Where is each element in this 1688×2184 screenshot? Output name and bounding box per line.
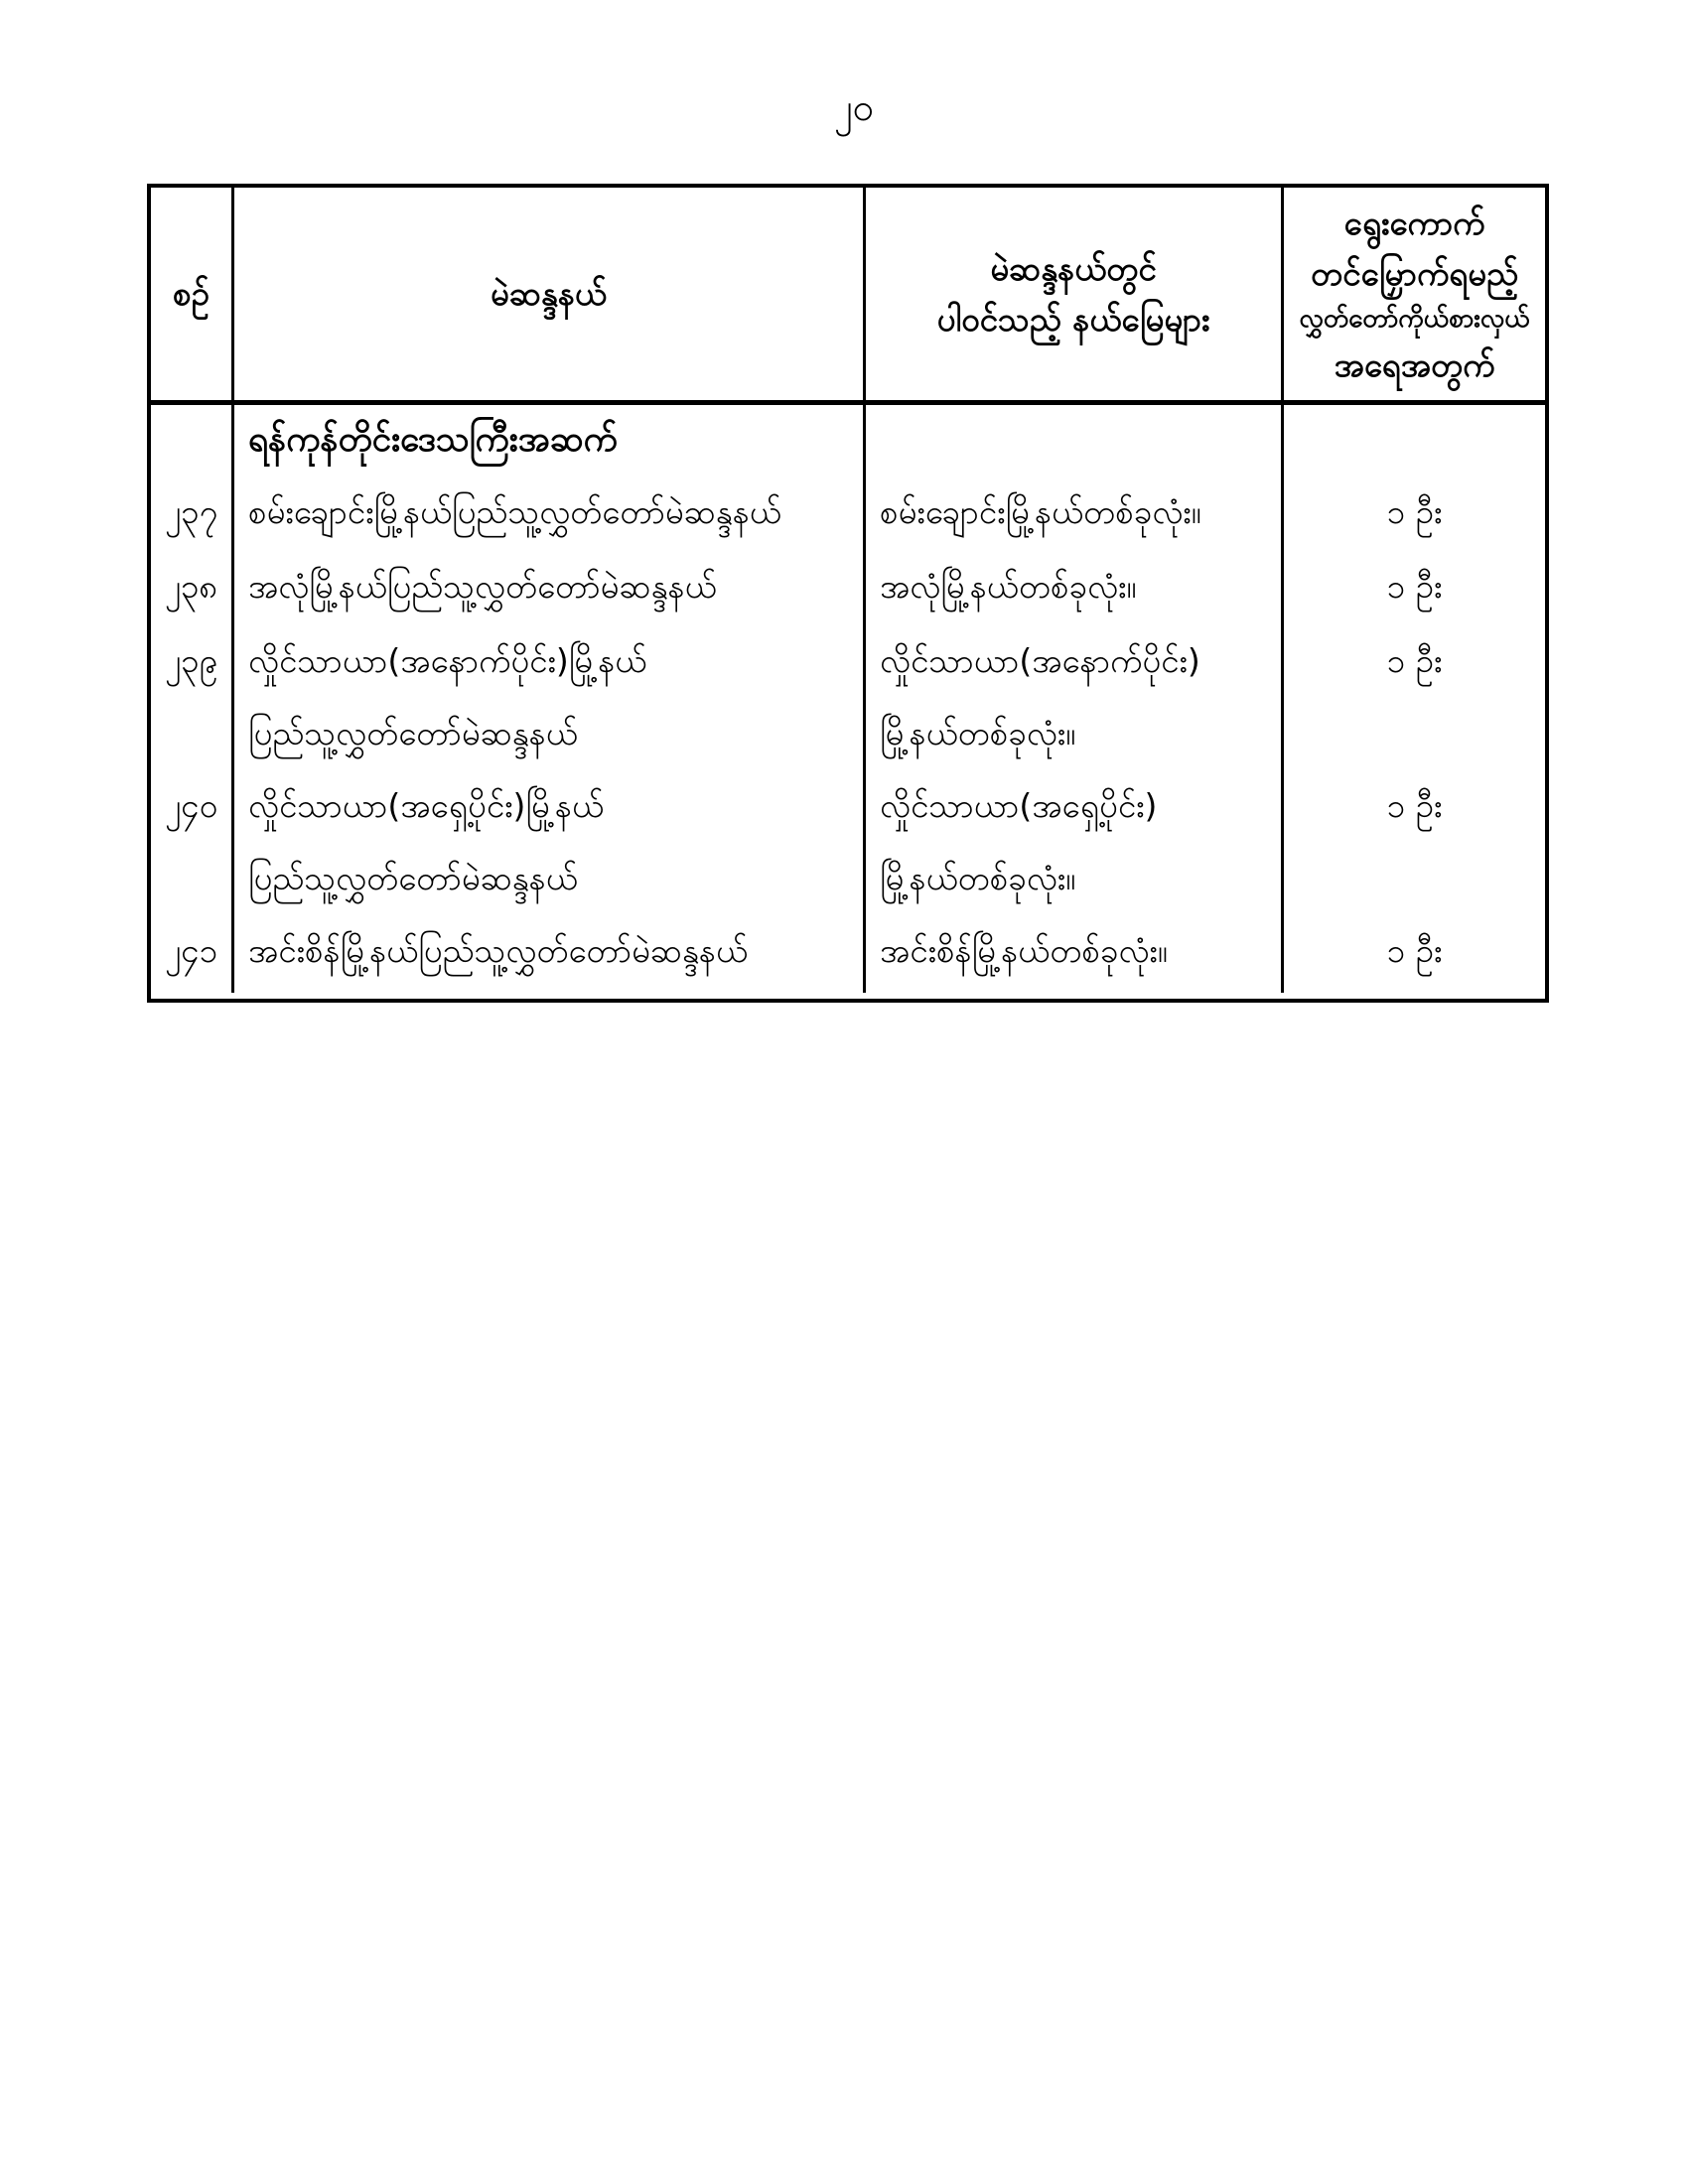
- representative-count: ၁ ဦး: [1386, 931, 1443, 970]
- areas-line1: အင်းစိန်မြို့နယ်တစ်ခုလုံး။: [880, 931, 1168, 970]
- header-representatives-line2: တင်မြှောက်ရမည့်: [1311, 254, 1518, 294]
- header-representatives-line3: လွှတ်တော်ကိုယ်စားလှယ်: [1299, 304, 1530, 335]
- constituency-line1: အလုံမြို့နယ်ပြည်သူ့လွှတ်တော်မဲဆန္ဒနယ်: [248, 567, 717, 606]
- section-header-row: [151, 405, 1545, 479]
- table-header-row: [151, 188, 1545, 405]
- header-constituency-label: မဲဆန္ဒနယ်: [491, 274, 607, 314]
- header-representatives-line4: အရေအတွက်: [1334, 344, 1495, 384]
- section-empty-number-cell: [151, 405, 234, 479]
- count-cell: [1284, 479, 1545, 554]
- representative-count: ၁ ဦး: [1386, 567, 1443, 606]
- row-number-cell: [151, 479, 234, 554]
- header-serial-number: [151, 188, 234, 400]
- table-row: [151, 554, 1545, 628]
- table-row: [151, 628, 1545, 773]
- areas-cell: [866, 554, 1284, 628]
- count-cell: [1284, 628, 1545, 773]
- section-empty-count-cell: [1284, 405, 1545, 479]
- representative-count: ၁ ဦး: [1386, 786, 1443, 825]
- section-header-title: ရန်ကုန်တိုင်းဒေသကြီးအဆက်: [248, 419, 618, 460]
- constituency-cell: [234, 628, 866, 773]
- table-rows-container: [151, 479, 1545, 993]
- count-cell: [1284, 554, 1545, 628]
- areas-line2: မြို့နယ်တစ်ခုလုံး။: [880, 714, 1076, 752]
- representative-count: ၁ ဦး: [1386, 492, 1443, 531]
- row-number: ၂၄၁: [164, 931, 218, 970]
- header-representatives-count: [1284, 188, 1545, 400]
- constituency-line2: ပြည်သူ့လွှတ်တော်မဲဆန္ဒနယ်: [248, 714, 578, 752]
- page-number: ၂၀: [833, 85, 875, 129]
- row-number: ၂၄၀: [164, 786, 218, 825]
- areas-cell: [866, 628, 1284, 773]
- representative-count: ၁ ဦး: [1386, 641, 1443, 680]
- row-number: ၂၃၈: [164, 567, 218, 606]
- areas-cell: [866, 773, 1284, 918]
- constituency-table: [147, 184, 1549, 1003]
- section-empty-areas-cell: [866, 405, 1284, 479]
- constituency-line1: လှိုင်သာယာ(အနောက်ပိုင်း)မြို့နယ်: [248, 641, 647, 680]
- constituency-cell: [234, 918, 866, 993]
- constituency-cell: [234, 554, 866, 628]
- header-included-areas: [866, 188, 1284, 400]
- row-number: ၂၃၉: [164, 641, 218, 680]
- areas-line2: မြို့နယ်တစ်ခုလုံး။: [880, 859, 1076, 897]
- row-number: ၂၃၇: [164, 492, 218, 531]
- header-included-areas-line1: မဲဆန္ဒနယ်တွင်: [990, 248, 1157, 288]
- header-serial-number-label: စဉ်: [173, 274, 210, 314]
- section-header-cell: [234, 405, 866, 479]
- count-cell: [1284, 773, 1545, 918]
- table-row: [151, 773, 1545, 918]
- areas-cell: [866, 479, 1284, 554]
- constituency-line1: အင်းစိန်မြို့နယ်ပြည်သူ့လွှတ်တော်မဲဆန္ဒနယ်: [248, 931, 748, 970]
- table-body: [151, 405, 1545, 999]
- table-row: [151, 918, 1545, 993]
- constituency-cell: [234, 773, 866, 918]
- header-constituency: [234, 188, 866, 400]
- areas-line1: လှိုင်သာယာ(အရှေ့ပိုင်း): [880, 786, 1158, 825]
- header-representatives-line1: ရွေးကောက်: [1343, 204, 1485, 243]
- constituency-line1: လှိုင်သာယာ(အရှေ့ပိုင်း)မြို့နယ်: [248, 786, 604, 825]
- areas-line1: လှိုင်သာယာ(အနောက်ပိုင်း): [880, 641, 1200, 680]
- count-cell: [1284, 918, 1545, 993]
- row-number-cell: [151, 554, 234, 628]
- constituency-cell: [234, 479, 866, 554]
- areas-line1: စမ်းချောင်းမြို့နယ်တစ်ခုလုံး။: [880, 492, 1201, 531]
- row-number-cell: [151, 918, 234, 993]
- constituency-line1: စမ်းချောင်းမြို့နယ်ပြည်သူ့လွှတ်တော်မဲဆန္ဒနယ်: [248, 492, 781, 531]
- areas-line1: အလုံမြို့နယ်တစ်ခုလုံး။: [880, 567, 1137, 606]
- row-number-cell: [151, 773, 234, 918]
- constituency-line2: ပြည်သူ့လွှတ်တော်မဲဆန္ဒနယ်: [248, 859, 578, 897]
- areas-cell: [866, 918, 1284, 993]
- row-number-cell: [151, 628, 234, 773]
- table-row: [151, 479, 1545, 554]
- header-included-areas-line2: ပါဝင်သည့် နယ်မြေများ: [936, 300, 1210, 339]
